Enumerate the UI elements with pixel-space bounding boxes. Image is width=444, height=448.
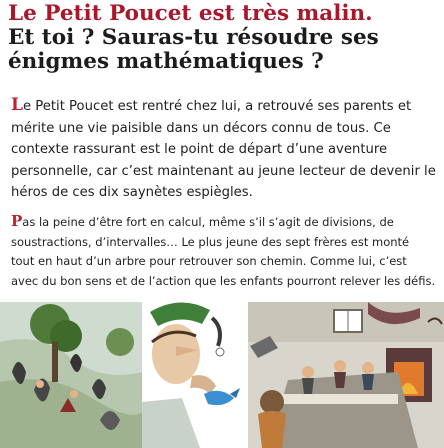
dropcap-p: P	[11, 212, 23, 230]
intro-paragraph-text: e Petit Poucet est rentré chez lui, a retrouvé ses parents et mérite une vie paisible dans un décors connu de tous. Ce contexte rassurant est le point de départ d’une aventure personnelle, car c’est maintenant au jeune lecteur de devenir le héros de ces dix saynètes espiègles.	[11, 99, 436, 200]
headline-line-1: Le Petit Poucet est très malin.	[8, 1, 373, 26]
dropcap-l: L	[11, 95, 23, 115]
headline-line-2: Et toi ? Sauras-tu résoudre ses	[8, 25, 379, 50]
second-paragraph-text: as la peine d’être fort en calcul, même s’il s’agit de divisions, de soustractions, d’intervalles… Le plus jeune des sept frères est monté tout en haut d’un arbre pour retrouver son chemin. Comme lui, c’est avec du bon sens et de l’action que les enfants pourront relever les défis.	[11, 215, 436, 288]
second-paragraph	[11, 212, 436, 291]
kitchen-scene-illustration	[248, 302, 444, 448]
forest-illustration	[0, 302, 142, 448]
boy-with-bird-illustration	[142, 302, 248, 448]
headline	[8, 2, 440, 74]
intro-paragraph	[11, 95, 436, 204]
headline-line-3: énigmes mathématiques ?	[8, 49, 324, 74]
